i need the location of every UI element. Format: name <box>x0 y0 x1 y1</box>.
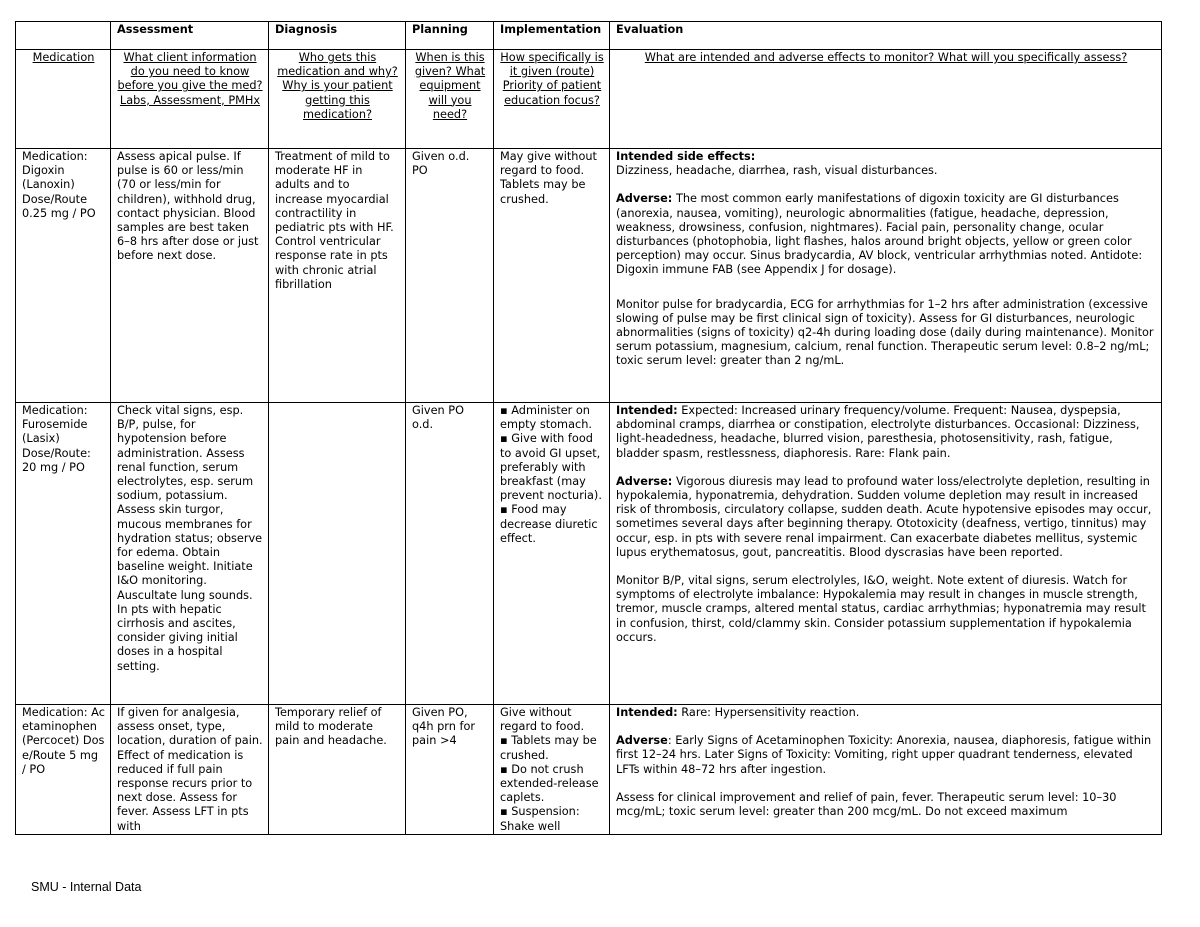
planning-cell: Given o.d. PO <box>406 149 494 403</box>
subheader-row <box>16 50 1162 149</box>
evaluation-cell <box>610 403 1162 705</box>
assessment-cell: Check vital signs, esp. B/P, pulse, for hypotension before administration. Assess renal function, serum electrolytes, esp. serum sodium, potassium. Assess skin turgor, mucous membranes for hydration status; observe for edema. Obtain baseline weight. Initiate I&O monitoring. Auscultate lung sounds. In pts with hepatic cirrhosis and ascites, consider giving initial doses in a hospital setting. <box>111 403 269 705</box>
adverse-text: Vigorous diuresis may lead to profound water loss/electrolyte depletion, resulting in hypokalemia, hyponatremia, dehydration. Sudden volume depletion may result in increased risk of thrombosis, circulatory collapse, sudden death. Acute hypotensive episodes may occur, sometimes several days after beginning therapy. Ototoxicity (deafness, vertigo, tinnitus) may occur, esp. in pts with severe renal impairment. Can exacerbate diabetes mellitus, systemic lupus erythematosus, gout, pancreatitis. Blood dyscrasias have been reported. <box>616 474 1152 559</box>
intended-label: Intended: <box>616 404 678 417</box>
medication-cell: Medication: Furosemide (Lasix) Dose/Route: 20 mg / PO <box>16 403 111 705</box>
planning-cell: Given PO o.d. <box>406 403 494 705</box>
adverse-label: Adverse: <box>616 474 673 488</box>
monitor-text: Monitor pulse for bradycardia, ECG for arrhythmias for 1–2 hrs after administration (excessive slowing of pulse may be first clinical sign of toxicity). Assess for GI disturbances, neurologic abnormalities (signs of toxicity) q2-4h during loading dose (daily during maintenance). Monitor serum potassium, magnesium, calcium, renal function. Therapeutic serum level: 0.8–2 ng/mL; toxic serum level: greater than 2 ng/mL. <box>616 297 1154 368</box>
header-implementation: Implementation <box>494 22 610 50</box>
implementation-line: ▪ Suspension: Shake well <box>500 805 580 833</box>
adverse-effects <box>616 192 1156 277</box>
implementation-line: Give without regard to food. <box>500 706 585 734</box>
subheader-assessment: What client information do you need to know before you give the med? Labs, Assessment, PMHx <box>117 51 263 107</box>
subheader-implementation-cell <box>494 50 610 149</box>
intended-text: Dizziness, headache, diarrhea, rash, visual disturbances. <box>616 164 938 178</box>
implementation-line: ▪ Administer on empty stomach. <box>500 404 592 432</box>
implementation-line: ▪ Give with food to avoid GI upset, preferably with breakfast (may prevent nocturia). <box>500 432 602 503</box>
table-row <box>16 149 1162 403</box>
assessment-cell: Assess apical pulse. If pulse is 60 or less/min (70 or less/min for children), withhold drug, contact physician. Blood samples are best taken 6–8 hrs after dose or just before next dose. <box>111 149 269 403</box>
implementation-line: Tablets may be crushed. <box>500 178 586 206</box>
footer-label: SMU - Internal Data <box>31 880 142 894</box>
subheader-planning-cell <box>406 50 494 149</box>
intended-effects <box>616 404 1156 461</box>
evaluation-cell <box>610 149 1162 403</box>
header-row <box>16 22 1162 50</box>
adverse-text: The most common early manifestations of digoxin toxicity are GI disturbances (anorexia, nausea, vomiting), neurologic abnormalities (fatigue, headache, depression, weakness, drowsiness, confusion, nightmares). Facial pain, personality change, ocular disturbances (photophobia, light flashes, halos around bright objects, yellow or green color perception) may occur. Sinus bradycardia, AV block, ventricular arrhythmias noted. Antidote: Digoxin immune FAB (see Appendix J for dosage). <box>616 192 1143 277</box>
subheader-planning: When is this given? What equipment will you need? <box>414 51 486 121</box>
implementation-line: ▪ Do not crush extended-release caplets. <box>500 762 599 805</box>
subheader-implementation: How specifically is it given (route) Priority of patient education focus? <box>500 51 604 107</box>
intended-text: Rare: Hypersensitivity reaction. <box>681 706 860 719</box>
header-evaluation: Evaluation <box>610 22 1162 50</box>
diagnosis-cell <box>269 403 406 705</box>
subheader-assessment-cell <box>111 50 269 149</box>
adverse-effects <box>616 734 1156 777</box>
care-plan-table <box>15 21 1162 835</box>
implementation-line: May give without regard to food. <box>500 150 597 178</box>
subheader-medication-cell <box>16 50 111 149</box>
medication-cell: Medication: Digoxin (Lanoxin) Dose/Route 0.25 mg / PO <box>16 149 111 403</box>
evaluation-cell <box>610 705 1162 835</box>
intended-label: Intended: <box>616 706 678 719</box>
subheader-evaluation: What are intended and adverse effects to monitor? What will you specifically assess? <box>644 51 1128 64</box>
medication-cell: Medication: Acetaminophen (Percocet) Dose/Route 5 mg / PO <box>16 705 111 835</box>
intended-text: Expected: Increased urinary frequency/volume. Frequent: Nausea, dyspepsia, abdominal cramps, diarrhea or constipation, electrolyte disturbances. Occasional: Dizziness, light-headedness, headache, blurred vision, paresthesia, photosensitivity, rash, fatigue, bladder spasm, restlessness, diaphoresis. Rare: Flank pain. <box>616 404 1140 460</box>
diagnosis-cell: Temporary relief of mild to moderate pain and headache. <box>269 705 406 835</box>
table-row <box>16 705 1162 835</box>
subheader-evaluation-cell <box>610 50 1162 149</box>
table-row <box>16 403 1162 705</box>
header-planning: Planning <box>406 22 494 50</box>
header-assessment: Assessment <box>111 22 269 50</box>
adverse-label: Adverse: <box>616 192 673 206</box>
implementation-cell <box>494 705 610 835</box>
diagnosis-cell: Treatment of mild to moderate HF in adults and to increase myocardial contractility in pediatric pts with HF. Control ventricular response rate in pts with chronic atrial fibrillation <box>269 149 406 403</box>
implementation-cell <box>494 403 610 705</box>
intended-effects <box>616 706 1156 720</box>
subheader-diagnosis: Who gets this medication and why? Why is your patient getting this medication? <box>277 51 398 121</box>
intended-effects <box>616 150 1156 178</box>
intended-label: Intended side effects: <box>616 150 756 163</box>
adverse-label: Adverse <box>616 734 668 748</box>
implementation-cell <box>494 149 610 403</box>
planning-cell: Given PO, q4h prn for pain >4 <box>406 705 494 835</box>
adverse-effects <box>616 475 1156 560</box>
monitor-text: Monitor B/P, vital signs, serum electrolyles, I&O, weight. Note extent of diuresis. Watch for symptoms of electrolyte imbalance: Hypokalemia may result in changes in muscle strength, tremor, muscle cramps, altered mental status, cardiac arrhythmias; hyponatremia may result in confusion, thirst, cold/clammy skin. Consider potassium supplementation if hypokalemia occurs. <box>616 574 1146 644</box>
monitor-text: Assess for clinical improvement and relief of pain, fever. Therapeutic serum level: 10–30 mcg/mL; toxic serum level: greater than 200 mcg/mL. Do not exceed maximum <box>616 790 1117 819</box>
assessment-cell: If given for analgesia, assess onset, type, location, duration of pain. Effect of medication is reduced if full pain response recurs prior to next dose. Assess for fever. Assess LFT in pts with <box>111 705 269 835</box>
header-diagnosis: Diagnosis <box>269 22 406 50</box>
subheader-diagnosis-cell <box>269 50 406 149</box>
header-blank <box>16 22 111 50</box>
implementation-line: ▪ Food may decrease diuretic effect. <box>500 503 598 545</box>
implementation-line: ▪ Tablets may be crushed. <box>500 734 597 762</box>
subheader-medication: Medication <box>32 51 95 64</box>
adverse-text: : Early Signs of Acetaminophen Toxicity: Anorexia, nausea, diaphoresis, fatigue within first 12–24 hrs. Later Signs of Toxicity: Vomiting, right upper quadrant tenderness, elevated LFTs within 48–72 hrs after ingestion. <box>616 734 1152 776</box>
